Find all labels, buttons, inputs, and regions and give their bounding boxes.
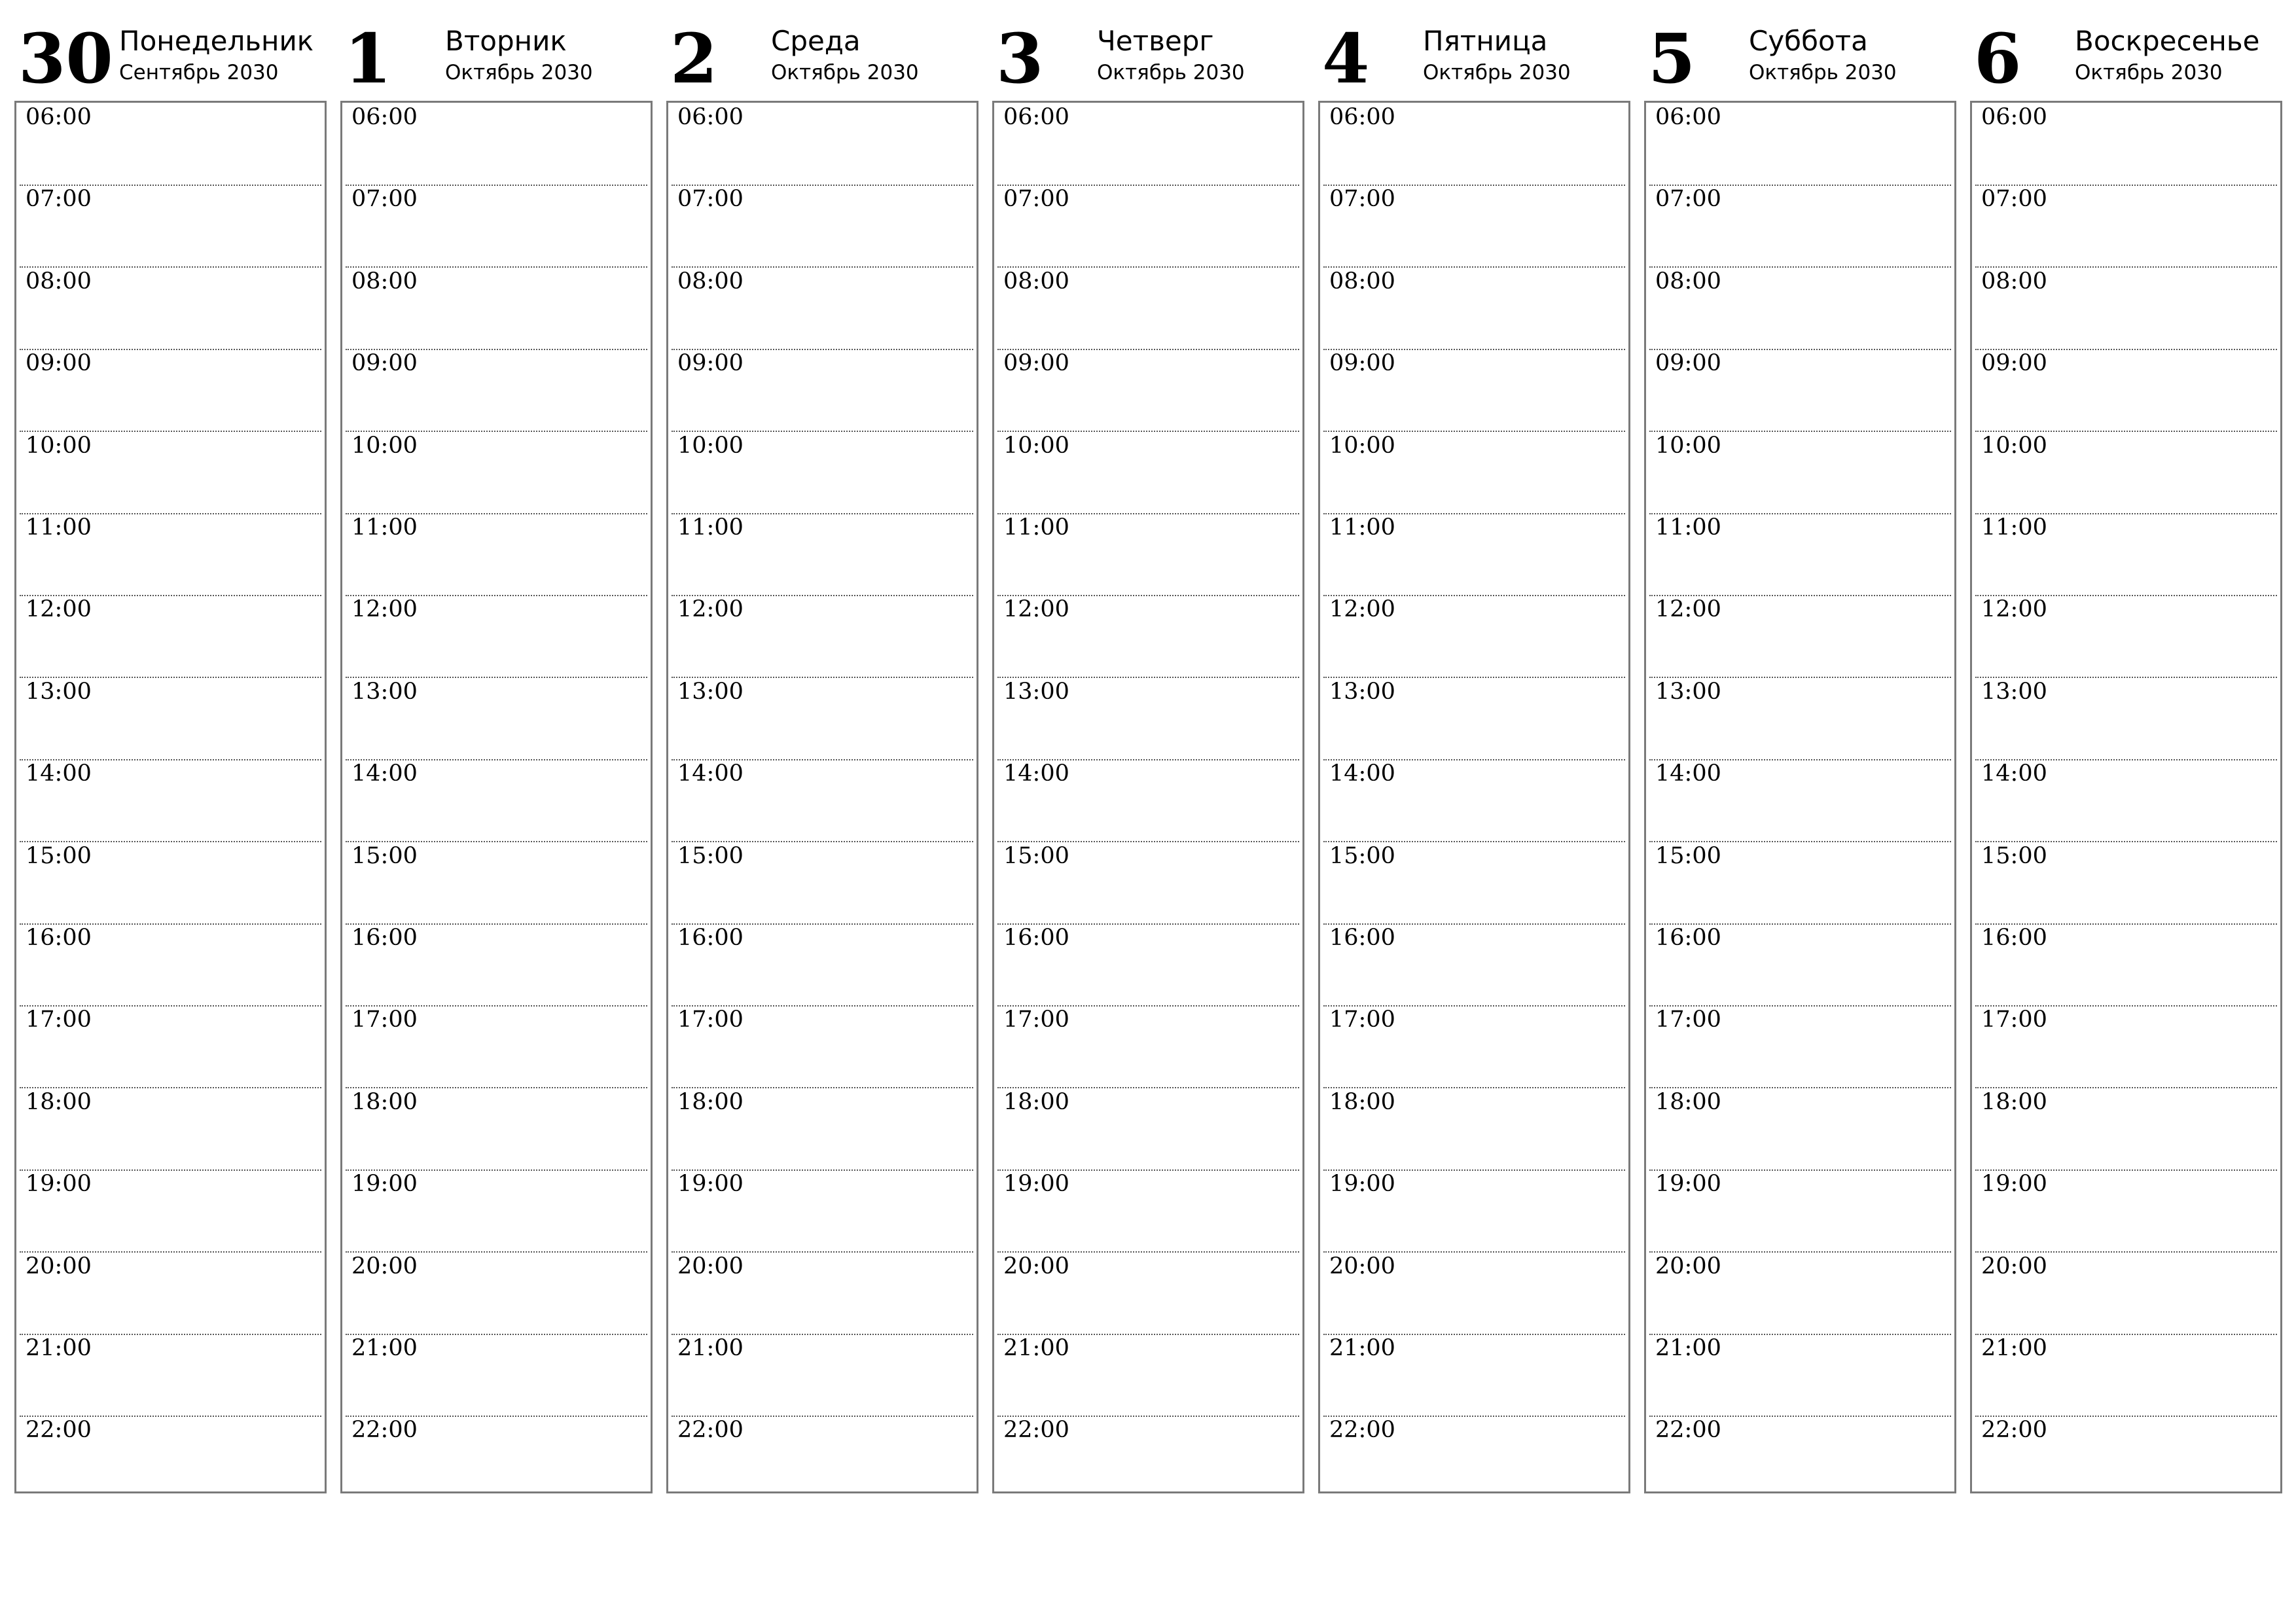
time-label: 06:00 bbox=[26, 104, 92, 130]
time-slot[interactable] bbox=[997, 1252, 1299, 1335]
time-label: 15:00 bbox=[1329, 842, 1395, 869]
time-slot[interactable] bbox=[346, 185, 647, 268]
time-slot[interactable] bbox=[1649, 1005, 1951, 1088]
day-column bbox=[1970, 20, 2282, 1499]
time-label: 09:00 bbox=[1329, 350, 1395, 377]
time-label: 17:00 bbox=[351, 1007, 418, 1033]
time-label: 07:00 bbox=[26, 186, 92, 213]
time-slot[interactable] bbox=[1649, 759, 1951, 842]
time-slot[interactable] bbox=[346, 842, 647, 925]
time-slot[interactable] bbox=[20, 513, 321, 596]
weekly-planner bbox=[14, 20, 2284, 1499]
time-slot[interactable] bbox=[997, 595, 1299, 678]
time-slot[interactable] bbox=[1975, 759, 2277, 842]
time-slot[interactable] bbox=[1975, 595, 2277, 678]
time-slot[interactable] bbox=[997, 513, 1299, 596]
time-label: 18:00 bbox=[1003, 1088, 1069, 1115]
time-slot[interactable] bbox=[1649, 1169, 1951, 1253]
time-slot[interactable] bbox=[1323, 1169, 1625, 1253]
time-slot[interactable] bbox=[1975, 842, 2277, 925]
time-label: 22:00 bbox=[1981, 1417, 2047, 1444]
time-label: 08:00 bbox=[351, 268, 418, 294]
time-slot[interactable] bbox=[997, 759, 1299, 842]
time-slot[interactable] bbox=[20, 923, 321, 1007]
time-label: 13:00 bbox=[1981, 678, 2047, 705]
time-slot[interactable] bbox=[1323, 267, 1625, 350]
time-slot[interactable] bbox=[997, 1005, 1299, 1088]
time-label: 13:00 bbox=[1003, 678, 1069, 705]
time-label: 07:00 bbox=[351, 186, 418, 213]
time-label: 07:00 bbox=[1655, 186, 1721, 213]
time-label: 09:00 bbox=[1655, 350, 1721, 377]
day-number: 6 bbox=[1974, 18, 2022, 99]
time-slot[interactable] bbox=[346, 1088, 647, 1171]
time-label: 15:00 bbox=[1655, 842, 1721, 869]
time-slot[interactable] bbox=[672, 923, 973, 1007]
day-name: Четверг bbox=[1097, 25, 1214, 57]
day-name: Вторник bbox=[445, 25, 567, 57]
time-slot[interactable] bbox=[346, 103, 647, 186]
time-slot[interactable] bbox=[20, 595, 321, 678]
time-slot[interactable] bbox=[1649, 1088, 1951, 1171]
time-slot[interactable] bbox=[1975, 513, 2277, 596]
time-slot[interactable] bbox=[1323, 1088, 1625, 1171]
time-label: 09:00 bbox=[1981, 350, 2047, 377]
day-column bbox=[666, 20, 978, 1499]
day-number: 1 bbox=[344, 18, 392, 99]
time-slot[interactable] bbox=[672, 1416, 973, 1497]
time-label: 17:00 bbox=[1981, 1007, 2047, 1033]
day-column bbox=[1644, 20, 1956, 1499]
time-label: 18:00 bbox=[677, 1088, 744, 1115]
day-name: Среда bbox=[771, 25, 861, 57]
time-label: 14:00 bbox=[1003, 760, 1069, 787]
time-label: 12:00 bbox=[351, 596, 418, 623]
time-slot[interactable] bbox=[346, 349, 647, 432]
time-slot[interactable] bbox=[346, 513, 647, 596]
day-schedule-box bbox=[1970, 101, 2282, 1493]
time-label: 06:00 bbox=[1981, 104, 2047, 130]
time-label: 11:00 bbox=[351, 514, 418, 541]
time-slot[interactable] bbox=[1975, 349, 2277, 432]
day-column bbox=[1318, 20, 1630, 1499]
time-label: 20:00 bbox=[677, 1253, 744, 1279]
time-label: 11:00 bbox=[1003, 514, 1069, 541]
day-header bbox=[666, 20, 978, 101]
time-slot[interactable] bbox=[346, 759, 647, 842]
time-slot[interactable] bbox=[346, 267, 647, 350]
time-label: 14:00 bbox=[1329, 760, 1395, 787]
time-label: 14:00 bbox=[351, 760, 418, 787]
time-label: 14:00 bbox=[677, 760, 744, 787]
time-label: 21:00 bbox=[677, 1335, 744, 1361]
time-label: 17:00 bbox=[1329, 1007, 1395, 1033]
time-slot[interactable] bbox=[672, 185, 973, 268]
time-slot[interactable] bbox=[1649, 1252, 1951, 1335]
day-number: 5 bbox=[1648, 18, 1696, 99]
time-label: 20:00 bbox=[1003, 1253, 1069, 1279]
day-schedule-box bbox=[14, 101, 327, 1493]
time-slot[interactable] bbox=[1323, 1252, 1625, 1335]
time-slot[interactable] bbox=[1323, 759, 1625, 842]
time-label: 08:00 bbox=[1003, 268, 1069, 294]
time-label: 11:00 bbox=[1655, 514, 1721, 541]
time-label: 18:00 bbox=[351, 1088, 418, 1115]
time-slot[interactable] bbox=[20, 1088, 321, 1171]
time-label: 19:00 bbox=[351, 1171, 418, 1198]
time-slot[interactable] bbox=[1975, 1005, 2277, 1088]
time-label: 21:00 bbox=[1655, 1335, 1721, 1361]
time-slot[interactable] bbox=[1975, 267, 2277, 350]
time-slot[interactable] bbox=[997, 1416, 1299, 1497]
time-label: 14:00 bbox=[1981, 760, 2047, 787]
time-slot[interactable] bbox=[997, 267, 1299, 350]
time-label: 22:00 bbox=[1329, 1417, 1395, 1444]
day-column bbox=[992, 20, 1304, 1499]
time-label: 16:00 bbox=[1655, 925, 1721, 951]
time-label: 17:00 bbox=[677, 1007, 744, 1033]
time-slot[interactable] bbox=[1975, 1169, 2277, 1253]
time-label: 15:00 bbox=[1003, 842, 1069, 869]
time-label: 20:00 bbox=[26, 1253, 92, 1279]
time-label: 21:00 bbox=[1329, 1335, 1395, 1361]
time-slot[interactable] bbox=[1975, 1416, 2277, 1497]
time-slot[interactable] bbox=[672, 1088, 973, 1171]
time-label: 08:00 bbox=[1329, 268, 1395, 294]
day-number: 4 bbox=[1322, 18, 1370, 99]
time-slot[interactable] bbox=[672, 103, 973, 186]
day-header bbox=[1970, 20, 2282, 101]
time-slot[interactable] bbox=[20, 103, 321, 186]
time-label: 16:00 bbox=[1329, 925, 1395, 951]
time-slot[interactable] bbox=[997, 923, 1299, 1007]
time-slot[interactable] bbox=[672, 267, 973, 350]
time-label: 15:00 bbox=[1981, 842, 2047, 869]
month-year: Октябрь 2030 bbox=[1097, 61, 1245, 84]
time-slot[interactable] bbox=[1323, 842, 1625, 925]
time-slot[interactable] bbox=[20, 759, 321, 842]
time-slot[interactable] bbox=[1649, 677, 1951, 760]
time-slot[interactable] bbox=[1323, 677, 1625, 760]
time-label: 11:00 bbox=[26, 514, 92, 541]
time-slot[interactable] bbox=[20, 1416, 321, 1497]
time-label: 06:00 bbox=[1003, 104, 1069, 130]
time-slot[interactable] bbox=[1649, 349, 1951, 432]
time-label: 19:00 bbox=[1003, 1171, 1069, 1198]
time-slot[interactable] bbox=[20, 185, 321, 268]
time-slot[interactable] bbox=[1323, 431, 1625, 514]
time-label: 10:00 bbox=[351, 432, 418, 459]
time-label: 07:00 bbox=[1981, 186, 2047, 213]
time-label: 13:00 bbox=[1329, 678, 1395, 705]
time-label: 09:00 bbox=[1003, 350, 1069, 377]
month-year: Октябрь 2030 bbox=[771, 61, 919, 84]
time-label: 16:00 bbox=[351, 925, 418, 951]
time-slot[interactable] bbox=[1649, 923, 1951, 1007]
time-slot[interactable] bbox=[346, 1334, 647, 1417]
time-slot[interactable] bbox=[997, 1334, 1299, 1417]
time-slot[interactable] bbox=[1323, 595, 1625, 678]
time-slot[interactable] bbox=[1975, 103, 2277, 186]
time-slot[interactable] bbox=[20, 267, 321, 350]
day-number: 30 bbox=[18, 18, 113, 99]
time-label: 21:00 bbox=[1981, 1335, 2047, 1361]
time-slot[interactable] bbox=[1649, 185, 1951, 268]
time-slot[interactable] bbox=[20, 677, 321, 760]
time-label: 15:00 bbox=[677, 842, 744, 869]
time-slot[interactable] bbox=[997, 1169, 1299, 1253]
day-schedule-box bbox=[340, 101, 653, 1493]
time-label: 13:00 bbox=[1655, 678, 1721, 705]
time-slot[interactable] bbox=[1323, 1416, 1625, 1497]
time-label: 14:00 bbox=[26, 760, 92, 787]
month-year: Октябрь 2030 bbox=[1423, 61, 1571, 84]
time-slot[interactable] bbox=[1323, 1334, 1625, 1417]
time-label: 16:00 bbox=[1981, 925, 2047, 951]
time-label: 08:00 bbox=[1655, 268, 1721, 294]
time-label: 16:00 bbox=[1003, 925, 1069, 951]
time-slot[interactable] bbox=[1649, 431, 1951, 514]
time-label: 22:00 bbox=[26, 1417, 92, 1444]
time-label: 12:00 bbox=[26, 596, 92, 623]
day-header bbox=[1644, 20, 1956, 101]
time-slot[interactable] bbox=[997, 842, 1299, 925]
time-label: 06:00 bbox=[1329, 104, 1395, 130]
time-label: 18:00 bbox=[26, 1088, 92, 1115]
time-label: 18:00 bbox=[1329, 1088, 1395, 1115]
time-label: 19:00 bbox=[1981, 1171, 2047, 1198]
time-label: 10:00 bbox=[1981, 432, 2047, 459]
time-slot[interactable] bbox=[20, 1005, 321, 1088]
time-slot[interactable] bbox=[672, 513, 973, 596]
time-slot[interactable] bbox=[346, 923, 647, 1007]
time-label: 09:00 bbox=[677, 350, 744, 377]
day-column bbox=[14, 20, 327, 1499]
day-header bbox=[992, 20, 1304, 101]
time-slot[interactable] bbox=[1323, 1005, 1625, 1088]
time-label: 07:00 bbox=[677, 186, 744, 213]
time-slot[interactable] bbox=[346, 677, 647, 760]
time-slot[interactable] bbox=[672, 759, 973, 842]
time-label: 09:00 bbox=[26, 350, 92, 377]
time-label: 20:00 bbox=[351, 1253, 418, 1279]
time-slot[interactable] bbox=[997, 185, 1299, 268]
time-slot[interactable] bbox=[1975, 185, 2277, 268]
time-label: 12:00 bbox=[1003, 596, 1069, 623]
time-label: 08:00 bbox=[26, 268, 92, 294]
time-label: 12:00 bbox=[1329, 596, 1395, 623]
time-slot[interactable] bbox=[20, 1252, 321, 1335]
time-label: 08:00 bbox=[677, 268, 744, 294]
time-label: 19:00 bbox=[677, 1171, 744, 1198]
time-label: 14:00 bbox=[1655, 760, 1721, 787]
time-label: 22:00 bbox=[677, 1417, 744, 1444]
time-slot[interactable] bbox=[346, 1252, 647, 1335]
time-slot[interactable] bbox=[1323, 349, 1625, 432]
time-slot[interactable] bbox=[20, 1334, 321, 1417]
time-label: 22:00 bbox=[1003, 1417, 1069, 1444]
time-slot[interactable] bbox=[1649, 595, 1951, 678]
time-slot[interactable] bbox=[1975, 1334, 2277, 1417]
time-label: 07:00 bbox=[1003, 186, 1069, 213]
time-label: 09:00 bbox=[351, 350, 418, 377]
month-year: Октябрь 2030 bbox=[445, 61, 593, 84]
time-label: 10:00 bbox=[1655, 432, 1721, 459]
time-label: 12:00 bbox=[1981, 596, 2047, 623]
time-slot[interactable] bbox=[672, 1334, 973, 1417]
time-label: 22:00 bbox=[1655, 1417, 1721, 1444]
time-slot[interactable] bbox=[997, 103, 1299, 186]
day-header bbox=[1318, 20, 1630, 101]
time-slot[interactable] bbox=[672, 842, 973, 925]
time-slot[interactable] bbox=[1649, 103, 1951, 186]
day-name: Воскресенье bbox=[2075, 25, 2260, 57]
time-slot[interactable] bbox=[997, 349, 1299, 432]
time-label: 19:00 bbox=[1329, 1171, 1395, 1198]
time-slot[interactable] bbox=[1323, 923, 1625, 1007]
time-slot[interactable] bbox=[1323, 513, 1625, 596]
time-slot[interactable] bbox=[997, 677, 1299, 760]
time-label: 21:00 bbox=[1003, 1335, 1069, 1361]
time-slot[interactable] bbox=[672, 677, 973, 760]
day-header bbox=[14, 20, 327, 101]
time-label: 11:00 bbox=[677, 514, 744, 541]
day-name: Пятница bbox=[1423, 25, 1548, 57]
time-label: 11:00 bbox=[1329, 514, 1395, 541]
time-label: 06:00 bbox=[677, 104, 744, 130]
time-slot[interactable] bbox=[1649, 513, 1951, 596]
time-slot[interactable] bbox=[1323, 185, 1625, 268]
time-slot[interactable] bbox=[346, 1005, 647, 1088]
time-slot[interactable] bbox=[672, 1252, 973, 1335]
month-year: Октябрь 2030 bbox=[1749, 61, 1897, 84]
time-slot[interactable] bbox=[1975, 923, 2277, 1007]
time-slot[interactable] bbox=[20, 431, 321, 514]
day-column bbox=[340, 20, 653, 1499]
time-label: 20:00 bbox=[1329, 1253, 1395, 1279]
time-label: 12:00 bbox=[1655, 596, 1721, 623]
time-label: 17:00 bbox=[1003, 1007, 1069, 1033]
time-slot[interactable] bbox=[1975, 431, 2277, 514]
time-label: 06:00 bbox=[351, 104, 418, 130]
time-label: 17:00 bbox=[26, 1007, 92, 1033]
time-label: 12:00 bbox=[677, 596, 744, 623]
time-label: 08:00 bbox=[1981, 268, 2047, 294]
time-label: 13:00 bbox=[26, 678, 92, 705]
time-slot[interactable] bbox=[672, 595, 973, 678]
time-slot[interactable] bbox=[1975, 1088, 2277, 1171]
time-label: 10:00 bbox=[26, 432, 92, 459]
time-label: 19:00 bbox=[26, 1171, 92, 1198]
day-schedule-box bbox=[992, 101, 1304, 1493]
time-label: 13:00 bbox=[677, 678, 744, 705]
time-label: 21:00 bbox=[26, 1335, 92, 1361]
time-slot[interactable] bbox=[997, 1088, 1299, 1171]
time-slot[interactable] bbox=[1323, 103, 1625, 186]
time-label: 10:00 bbox=[1003, 432, 1069, 459]
time-slot[interactable] bbox=[1649, 842, 1951, 925]
time-label: 20:00 bbox=[1981, 1253, 2047, 1279]
month-year: Сентябрь 2030 bbox=[119, 61, 279, 84]
time-label: 18:00 bbox=[1655, 1088, 1721, 1115]
time-slot[interactable] bbox=[1975, 1252, 2277, 1335]
time-slot[interactable] bbox=[346, 595, 647, 678]
day-number: 3 bbox=[996, 18, 1044, 99]
time-label: 19:00 bbox=[1655, 1171, 1721, 1198]
time-slot[interactable] bbox=[20, 1169, 321, 1253]
time-slot[interactable] bbox=[1975, 677, 2277, 760]
time-slot[interactable] bbox=[20, 349, 321, 432]
time-label: 16:00 bbox=[26, 925, 92, 951]
time-label: 07:00 bbox=[1329, 186, 1395, 213]
day-name: Понедельник bbox=[119, 25, 314, 57]
time-slot[interactable] bbox=[672, 349, 973, 432]
time-slot[interactable] bbox=[346, 1169, 647, 1253]
day-schedule-box bbox=[1644, 101, 1956, 1493]
time-label: 10:00 bbox=[1329, 432, 1395, 459]
time-label: 15:00 bbox=[351, 842, 418, 869]
time-label: 13:00 bbox=[351, 678, 418, 705]
time-label: 17:00 bbox=[1655, 1007, 1721, 1033]
time-label: 21:00 bbox=[351, 1335, 418, 1361]
day-schedule-box bbox=[666, 101, 978, 1493]
time-slot[interactable] bbox=[20, 842, 321, 925]
day-header bbox=[340, 20, 653, 101]
month-year: Октябрь 2030 bbox=[2075, 61, 2223, 84]
time-slot[interactable] bbox=[1649, 267, 1951, 350]
time-label: 11:00 bbox=[1981, 514, 2047, 541]
time-slot[interactable] bbox=[346, 1416, 647, 1497]
day-name: Суббота bbox=[1749, 25, 1868, 57]
time-slot[interactable] bbox=[672, 1005, 973, 1088]
time-label: 15:00 bbox=[26, 842, 92, 869]
time-label: 18:00 bbox=[1981, 1088, 2047, 1115]
time-slot[interactable] bbox=[346, 431, 647, 514]
day-number: 2 bbox=[670, 18, 718, 99]
time-slot[interactable] bbox=[1649, 1416, 1951, 1497]
time-label: 22:00 bbox=[351, 1417, 418, 1444]
time-slot[interactable] bbox=[672, 431, 973, 514]
time-label: 20:00 bbox=[1655, 1253, 1721, 1279]
time-slot[interactable] bbox=[672, 1169, 973, 1253]
day-schedule-box bbox=[1318, 101, 1630, 1493]
time-slot[interactable] bbox=[997, 431, 1299, 514]
time-label: 10:00 bbox=[677, 432, 744, 459]
time-label: 06:00 bbox=[1655, 104, 1721, 130]
time-label: 16:00 bbox=[677, 925, 744, 951]
time-slot[interactable] bbox=[1649, 1334, 1951, 1417]
